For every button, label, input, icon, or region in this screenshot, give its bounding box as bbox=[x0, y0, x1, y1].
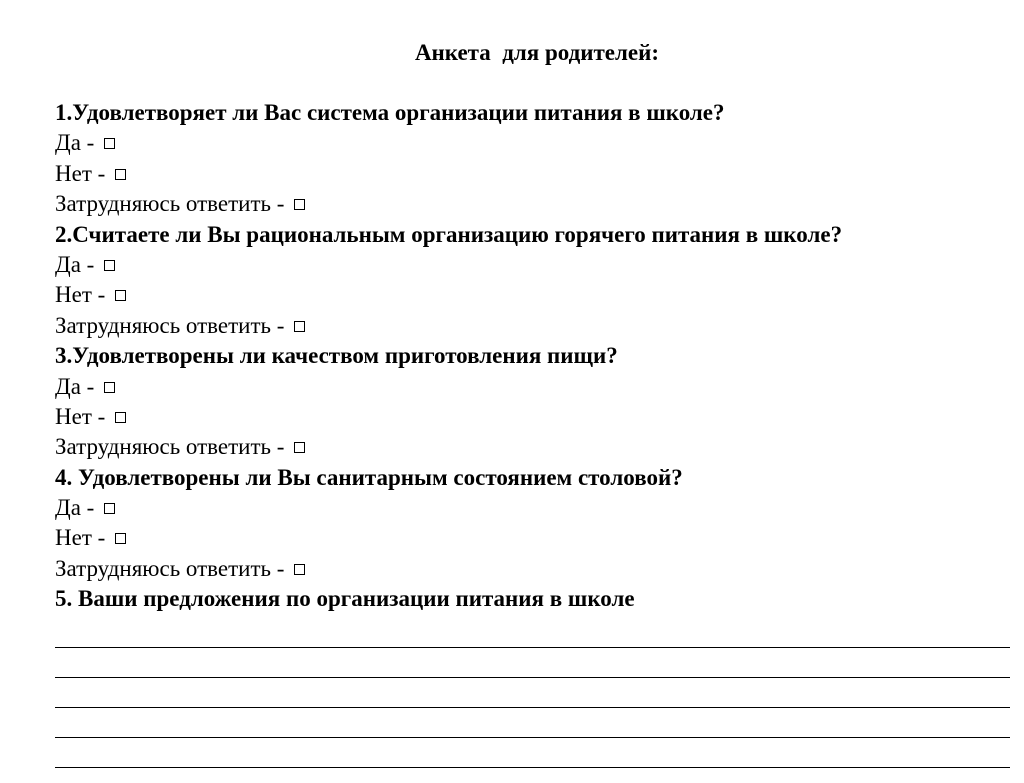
option-label: Да - bbox=[55, 495, 101, 521]
option-unsure[interactable] bbox=[55, 311, 1015, 341]
question-2-text: 2.Считаете ли Вы рациональным организацию горячего питания в школе? bbox=[55, 221, 843, 247]
option-label: Затрудняюсь ответить - bbox=[55, 555, 291, 581]
option-no[interactable] bbox=[55, 280, 1015, 310]
checkbox-icon[interactable] bbox=[294, 442, 305, 453]
answer-line[interactable] bbox=[55, 678, 1010, 708]
option-yes[interactable] bbox=[55, 250, 1015, 280]
checkbox-icon[interactable] bbox=[104, 260, 115, 271]
option-unsure[interactable] bbox=[55, 189, 1015, 219]
checkbox-icon[interactable] bbox=[115, 290, 126, 301]
question-block-1 bbox=[55, 98, 1015, 220]
option-label: Да - bbox=[55, 373, 101, 399]
question-block-3 bbox=[55, 341, 1015, 463]
option-label: Затрудняюсь ответить - bbox=[55, 191, 291, 217]
question-block-2 bbox=[55, 220, 1015, 342]
question-block-4 bbox=[55, 463, 1015, 585]
option-no[interactable] bbox=[55, 523, 1015, 553]
answer-line[interactable] bbox=[55, 738, 1010, 768]
option-no[interactable] bbox=[55, 159, 1015, 189]
option-unsure[interactable] bbox=[55, 432, 1015, 462]
answer-line[interactable] bbox=[55, 648, 1010, 678]
option-label: Нет - bbox=[55, 282, 112, 308]
document-title: Анкета для родителей: bbox=[414, 40, 660, 65]
checkbox-icon[interactable] bbox=[294, 321, 305, 332]
option-label: Нет - bbox=[55, 403, 112, 429]
option-label: Нет - bbox=[55, 525, 112, 551]
checkbox-icon[interactable] bbox=[294, 564, 305, 575]
checkbox-icon[interactable] bbox=[115, 412, 126, 423]
answer-area[interactable] bbox=[55, 618, 1015, 768]
option-no[interactable] bbox=[55, 402, 1015, 432]
checkbox-icon[interactable] bbox=[294, 199, 305, 210]
answer-line[interactable] bbox=[55, 618, 1010, 648]
option-label: Да - bbox=[55, 130, 101, 156]
answer-line[interactable] bbox=[55, 708, 1010, 738]
option-unsure[interactable] bbox=[55, 554, 1015, 584]
question-3-text: 3.Удовлетворены ли качеством приготовления пищи? bbox=[55, 343, 618, 369]
option-yes[interactable] bbox=[55, 128, 1015, 158]
checkbox-icon[interactable] bbox=[115, 533, 126, 544]
question-1-text: 1.Удовлетворяет ли Вас система организации питания в школе? bbox=[55, 100, 725, 125]
checkbox-icon[interactable] bbox=[115, 169, 126, 180]
checkbox-icon[interactable] bbox=[104, 382, 115, 393]
option-label: Затрудняюсь ответить - bbox=[55, 312, 291, 338]
option-label: Да - bbox=[55, 251, 101, 277]
option-label: Нет - bbox=[55, 160, 112, 186]
option-label: Затрудняюсь ответить - bbox=[55, 434, 291, 460]
option-yes[interactable] bbox=[55, 493, 1015, 523]
option-yes[interactable] bbox=[55, 372, 1015, 402]
question-block-5 bbox=[55, 584, 1015, 767]
checkbox-icon[interactable] bbox=[104, 138, 115, 149]
checkbox-icon[interactable] bbox=[104, 503, 115, 514]
question-5-text: 5. Ваши предложения по организации питания в школе bbox=[55, 586, 635, 612]
questionnaire bbox=[55, 98, 1015, 768]
question-4-text: 4. Удовлетворены ли Вы санитарным состоянием столовой? bbox=[55, 464, 683, 490]
